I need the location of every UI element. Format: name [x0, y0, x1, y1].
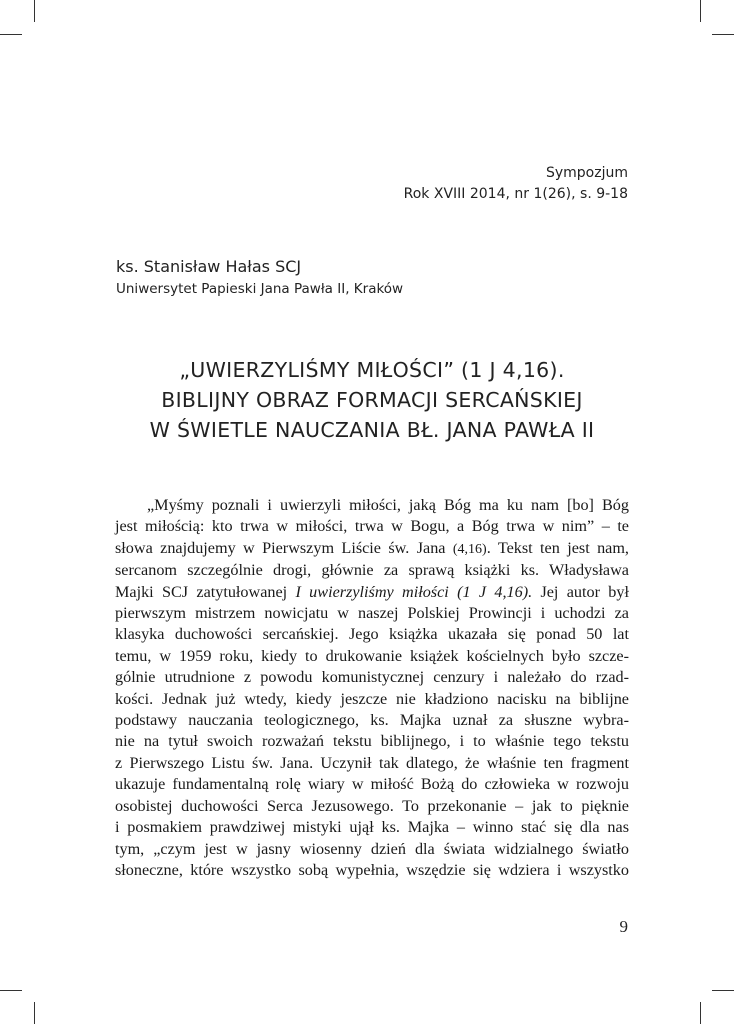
body-line: „Myśmy poznali i uwierzyli miłości, jaką Bóg ma ku nam [bo] Bóg	[147, 496, 629, 514]
body-line: pierwszym mistrzem nowicjatu w naszej Polskiej Prowincji i uchodzi za	[115, 604, 629, 623]
author-block	[116, 256, 403, 300]
body-line: z Pierwszego Listu św. Jana. Uczynił tak dlatego, że właśnie ten fragment	[115, 753, 629, 772]
body-line: nie na tytuł swoich rozważań tekstu biblijnego, i to właśnie tego tekstu	[115, 732, 629, 751]
body-line: ukazuje fundamentalną rolę wiary w miłość Bożą do człowieka w rozwoju	[115, 775, 629, 794]
body-line: sercanom szczególnie drogi, głównie za sprawą książki ks. Władysława	[115, 561, 629, 580]
author-affiliation: Uniwersytet Papieski Jana Pawła II, Kraków	[116, 281, 404, 297]
body-line: podstawy nauczania teologicznego, ks. Majka uznał za słuszne wybra-	[115, 711, 629, 730]
journal-name: Sympozjum	[545, 165, 628, 181]
body-line: osobistej duchowości Serca Jezusowego. To przekonanie – jak to pięknie	[115, 796, 629, 815]
page-number: 9	[619, 917, 628, 936]
body-line: słowa znajdujemy w Pierwszym Liście św. Jana (4,16). Tekst ten jest nam,	[115, 538, 629, 557]
article-body	[115, 495, 629, 881]
body-line: tym, „czym jest w jasny wiosenny dzień dla świata widzialnego światło	[115, 839, 629, 858]
title-line: BIBLIJNY OBRAZ FORMACJI SERCAŃSKIEJ	[161, 388, 583, 412]
body-line: słoneczne, które wszystko sobą wypełnia, wszędzie się wdziera i wszystko	[115, 860, 629, 879]
journal-header	[404, 163, 628, 205]
body-line: temu, w 1959 roku, kiedy to drukowanie książek kościelnych było szcze-	[115, 646, 629, 665]
body-line: Majki SCJ zatytułowanej I uwierzyliśmy miłości (1 J 4,16). Jej autor był	[115, 582, 629, 601]
body-line: kości. Jednak już wtedy, kiedy jeszcze nie kładziono nacisku na biblijne	[115, 689, 629, 708]
crop-mark	[700, 1002, 701, 1024]
title-line: „UWIERZYLIŚMY MIŁOŚCI” (1 J 4,16).	[179, 358, 565, 382]
article-title	[116, 355, 628, 445]
author-name: ks. Stanisław Hałas SCJ	[116, 257, 302, 276]
crop-mark	[712, 990, 734, 991]
body-line: i posmakiem prawdziwej mistyki ujął ks. Majka – winno stać się dla nas	[115, 818, 629, 837]
body-line: jest miłością: kto trwa w miłości, trwa w Bogu, a Bóg trwa w nim” – te	[115, 517, 629, 536]
crop-mark	[34, 0, 35, 22]
crop-mark	[0, 990, 22, 991]
journal-issue: Rok XVIII 2014, nr 1(26), s. 9-18	[403, 186, 628, 202]
body-line: klasyka duchowości sercańskiej. Jego książka ukazała się ponad 50 lat	[115, 625, 629, 644]
crop-mark	[712, 34, 734, 35]
body-line: gólnie utrudnione z powodu komunistycznej cenzury i należało do rzad-	[115, 668, 629, 687]
crop-mark	[700, 0, 701, 22]
title-line: W ŚWIETLE NAUCZANIA BŁ. JANA PAWŁA II	[149, 418, 595, 442]
crop-mark	[34, 1002, 35, 1024]
crop-mark	[0, 34, 22, 35]
